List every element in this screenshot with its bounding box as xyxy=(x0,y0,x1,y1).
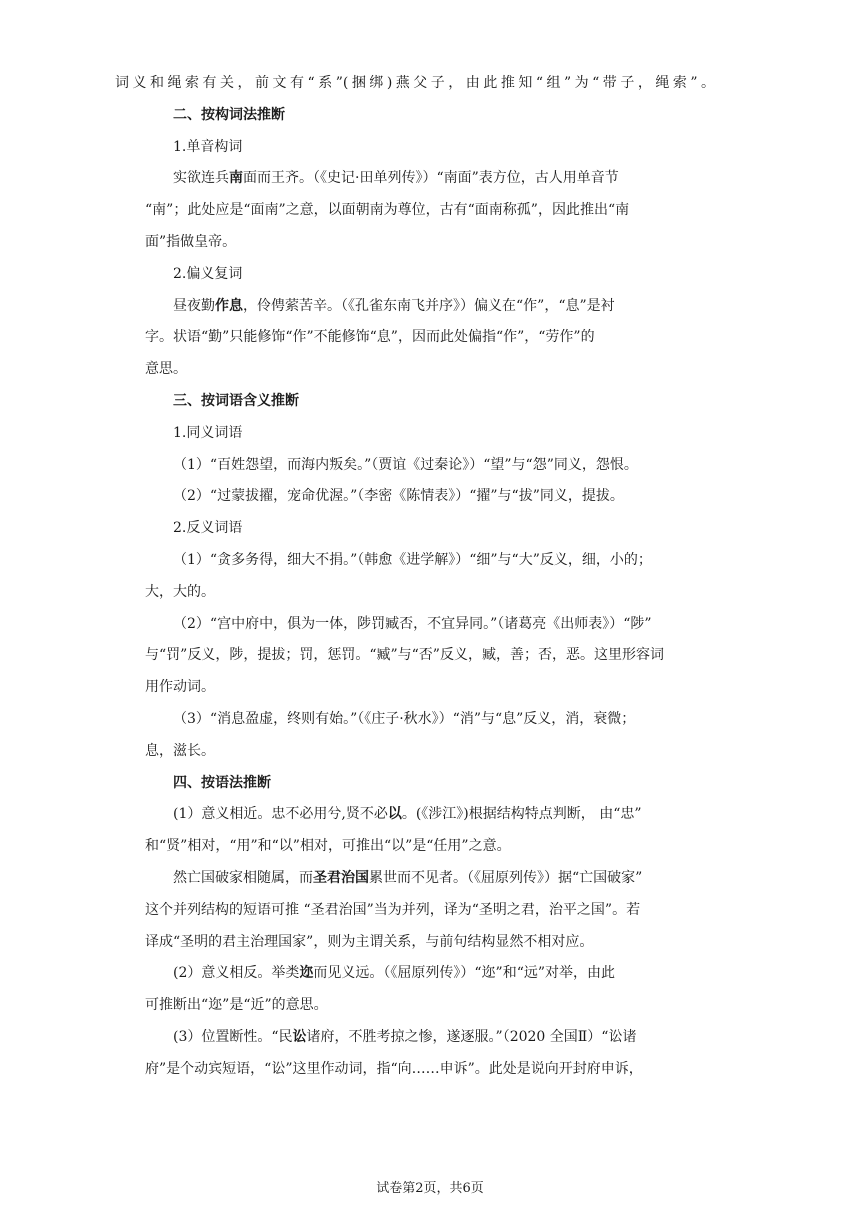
subsection-heading-partial-compound: 2.偏义复词 xyxy=(173,265,243,282)
subsection-heading-antonyms: 2.反义词语 xyxy=(173,520,243,537)
paragraph-line: 这个并列结构的短语可推 “圣君治国”当为并列，译为“圣明之君，治平之国”。若 xyxy=(145,901,641,918)
paragraph-line xyxy=(145,1022,715,1054)
emphasized-text: 圣君治国 xyxy=(313,869,369,886)
text-run: 而见义远。（《屈原列传》）“迩”和“远”对举，由此 xyxy=(313,965,616,982)
paragraph-line: “南”；此处应是“面南”之意，以面朝南为尊位，古有“面南称孤”，因此推出“南 xyxy=(145,202,630,219)
text-run: 昼夜勤 xyxy=(173,297,215,314)
text-run: (2）意义相反。举类 xyxy=(173,965,300,982)
paragraph-line: （1）“贪多务得，细大不捐。”（韩愈《进学解》）“细”与“大”反义，细，小的； xyxy=(173,551,652,568)
section-heading-3: 三、按词语含义推断 xyxy=(173,392,299,409)
page-footer: 试卷第2页，共6页 xyxy=(376,1181,484,1196)
paragraph-line: 用作动词。 xyxy=(145,679,215,696)
emphasized-text: 作息 xyxy=(215,297,243,314)
paragraph-line: 字。状语“勤”只能修饰“作”不能修饰“息”，因而此处偏指“作”，“劳作”的 xyxy=(145,329,595,346)
paragraph-line xyxy=(145,958,715,990)
paragraph-line: 译成“圣明的君主治理国家”，则为主谓关系，与前句结构显然不相对应。 xyxy=(145,933,594,950)
paragraph-line: 息，滋长。 xyxy=(145,742,215,759)
paragraph-line: （1）“百姓怨望，而海内叛矣。”（贾谊《过秦论》）“望”与“怨”同义，怨恨。 xyxy=(173,456,638,473)
paragraph-line: 意思。 xyxy=(145,361,187,378)
text-run: (3）位置断性。“民 xyxy=(173,1028,293,1045)
paragraph-line xyxy=(145,163,715,195)
paragraph-line: 大，大的。 xyxy=(145,583,215,600)
emphasized-text: 讼 xyxy=(292,1028,307,1045)
paragraph-line xyxy=(145,291,715,323)
section-heading-4: 四、按语法推断 xyxy=(173,774,271,791)
subsection-heading-synonyms: 1.同义词语 xyxy=(173,424,243,441)
document-body xyxy=(115,68,715,1086)
text-run: 实欲连兵 xyxy=(173,170,229,187)
text-run: 累世而不见者。（《屈原列传》）据“亡国破家” xyxy=(369,869,643,886)
text-run: ，伶俜萦苦辛。（《孔雀东南飞并序》）偏义在“作”，“息”是衬 xyxy=(243,297,615,314)
paragraph-line xyxy=(145,799,715,831)
paragraph-line: 与“罚”反义，陟，提拔；罚，惩罚。“臧”与“否”反义，臧，善；否，恶。这里形容词 xyxy=(145,647,664,664)
emphasized-text: 迩 xyxy=(299,965,314,982)
paragraph-line: 面”指做皇帝。 xyxy=(145,233,237,250)
paragraph-line: （2）“宫中府中，俱为一体，陟罚臧否，不宜异同。”（诸葛亮《出师表》）“陟” xyxy=(173,615,652,632)
section-heading-2: 二、按构词法推断 xyxy=(173,106,285,123)
paragraph-line: 词义和绳索有关，前文有“系”(捆绑)燕父子，由此推知“组”为“带子，绳索”。 xyxy=(115,75,715,91)
paragraph-line: 和“贤”相对，“用”和“以”相对，可推出“以”是“任用”之意。 xyxy=(145,838,511,855)
emphasized-text: 南 xyxy=(229,170,243,187)
paragraph-line: 府”是个动宾短语，“讼”这里作动词，指“向……申诉”。此处是说向开封府申诉， xyxy=(145,1060,643,1077)
paragraph-line: （3）“消息盈虚，终则有始。”（《庄子·秋水》）“消”与“息”反义，消，衰微； xyxy=(173,710,636,727)
text-run: (1）意义相近。忠不必用兮,贤不必 xyxy=(173,806,388,823)
paragraph-line xyxy=(145,863,715,895)
text-run: 然亡国破家相随属，而 xyxy=(173,869,313,886)
subsection-heading-single-syllable: 1.单音构词 xyxy=(173,138,243,155)
text-run: 。(《涉江》)根据结构特点判断， 由“忠” xyxy=(401,806,642,823)
paragraph-line: （2）“过蒙拔擢，宠命优渥。”（李密《陈情表》）“擢”与“拔”同义，提拔。 xyxy=(173,488,624,505)
paragraph-line: 可推断出“迩”是“近”的意思。 xyxy=(145,997,328,1014)
text-run: 面而王齐。（《史记·田单列传》）“南面”表方位，古人用单音节 xyxy=(243,170,619,187)
text-run: 诸府，不胜考掠之惨，遂逐服。”（2020 全国Ⅱ）“讼诸 xyxy=(306,1028,637,1045)
emphasized-text: 以 xyxy=(387,806,402,823)
